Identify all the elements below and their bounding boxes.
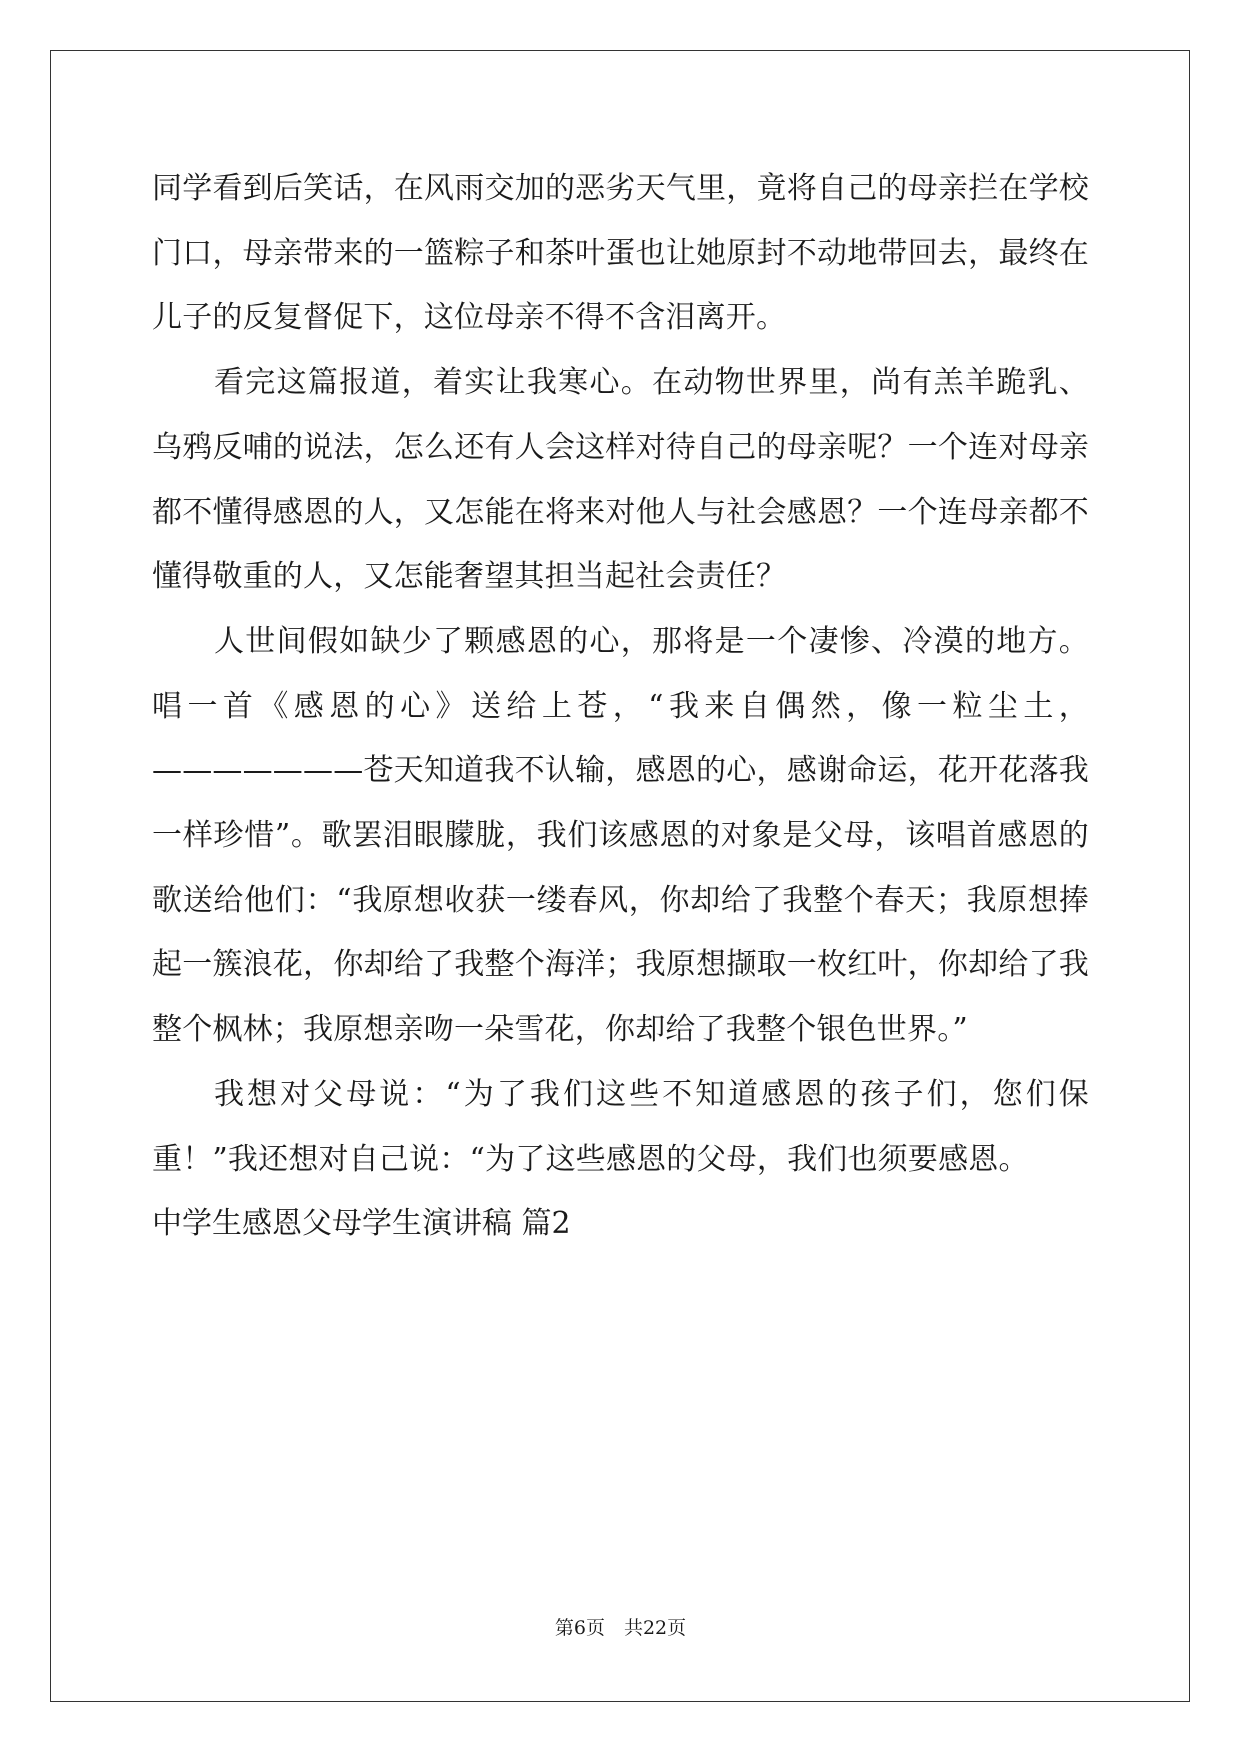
- page-number-footer: 第6页 共22页: [554, 1617, 687, 1639]
- paragraph-4: 我想对父母说：“为了我们这些不知道感恩的孩子们，您们保重！”我还想对自己说：“为了这些感恩的父母，我们也须要感恩。: [152, 1076, 1089, 1177]
- paragraph-2: 看完这篇报道，着实让我寒心。在动物世界里，尚有羔羊跪乳、乌鸦反哺的说法，怎么还有人会这样对待自己的母亲呢？一个连对母亲都不懂得感恩的人，又怎能在将来对他人与社会感恩？一个连母亲都不懂得敬重的人，又怎能奢望其担当起社会责任？: [152, 365, 1089, 595]
- section-heading: 中学生感恩父母学生演讲稿 篇2: [152, 1206, 571, 1242]
- paragraph-1: 同学看到后笑话，在风雨交加的恶劣天气里，竟将自己的母亲拦在学校门口，母亲带来的一篮粽子和茶叶蛋也让她原封不动地带回去，最终在儿子的反复督促下，这位母亲不得不含泪离开。: [152, 171, 1089, 336]
- paragraph-3: 人世间假如缺少了颗感恩的心，那将是一个凄惨、冷漠的地方。唱一首《感恩的心》送给上苍，“我来自偶然，像一粒尘土，———————苍天知道我不认输，感恩的心，感谢命运，花开花落我一样珍惜”。歌罢泪眼朦胧，我们该感恩的对象是父母，该唱首感恩的歌送给他们：“我原想收获一缕春风，你却给了我整个春天；我原想捧起一簇浪花，你却给了我整个海洋；我原想撷取一枚红叶，你却给了我整个枫林；我原想亲吻一朵雪花，你却给了我整个银色世界。”: [152, 623, 1089, 1048]
- document-body: [152, 157, 1089, 1257]
